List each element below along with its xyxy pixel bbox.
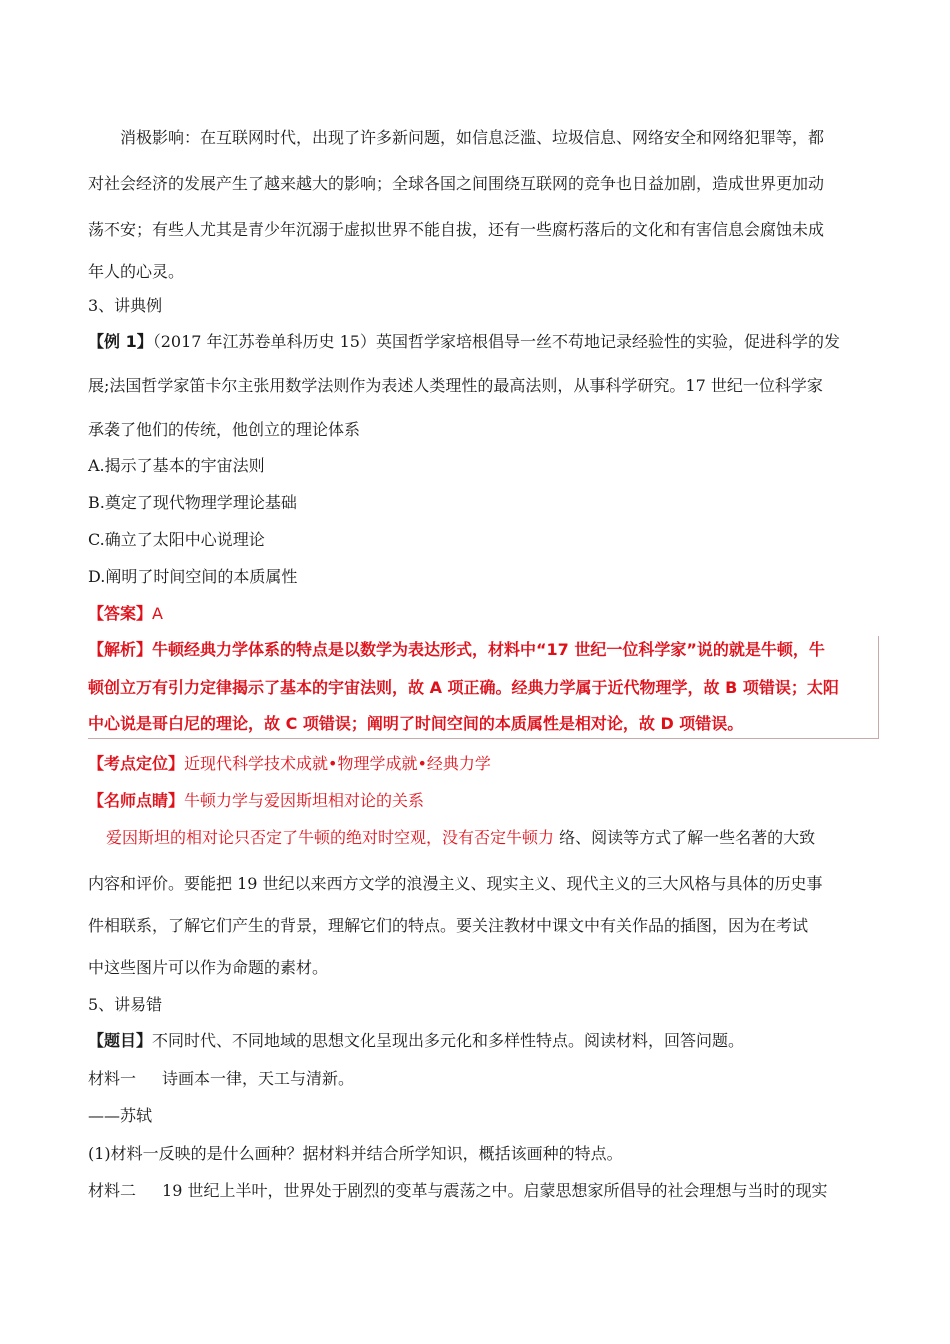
analysis-line2: 顿创立万有引力定律揭示了基本的宇宙法则，故 A 项正确。经典力学属于近代物理学，故 B 项错误；太阳 — [88, 678, 839, 697]
option-b: B.奠定了现代物理学理论基础 — [88, 493, 297, 512]
q1-line: (1)材料一反映的是什么画种？据材料并结合所学知识，概括该画种的特点。 — [88, 1144, 623, 1163]
option-a: A.揭示了基本的宇宙法则 — [88, 456, 265, 475]
section5-heading: 5、讲易错 — [88, 995, 163, 1014]
para2-line1 — [88, 828, 815, 848]
para1-line4: 年人的心灵。 — [88, 262, 185, 281]
para2-line4: 中这些图片可以作为命题的素材。 — [88, 958, 329, 977]
section3-heading: 3、讲典例 — [88, 296, 163, 315]
kaodian-value: 近现代科学技术成就•物理学成就•经典力学 — [184, 754, 491, 773]
example-line2: 展;法国哲学家笛卡尔主张用数学法则作为表述人类理性的最高法则，从事科学研究。17 世纪一位科学家 — [88, 376, 823, 395]
para1-line1: 消极影响：在互联网时代，出现了许多新问题，如信息泛滥、垃圾信息、网络安全和网络犯罪等，都 — [120, 128, 825, 147]
mingshi-line — [88, 791, 424, 811]
answer-value: A — [152, 604, 163, 623]
mingshi-value: 牛顿力学与爱因斯坦相对论的关系 — [184, 791, 425, 810]
option-d: D.阐明了时间空间的本质属性 — [88, 567, 298, 586]
answer-tag: 【答案】 — [88, 604, 153, 623]
example-line1 — [88, 332, 840, 352]
question-text: 不同时代、不同地域的思想文化呈现出多元化和多样性特点。阅读材料，回答问题。 — [152, 1031, 745, 1050]
question-line — [88, 1031, 744, 1051]
analysis-line3: 中心说是哥白尼的理论，故 C 项错误；阐明了时间空间的本质属性是相对论，故 D 项错误。 — [88, 714, 744, 733]
question-tag: 【题目】 — [88, 1031, 153, 1050]
material1-line — [88, 1069, 354, 1089]
para1-line2: 对社会经济的发展产生了越来越大的影响；全球各国之间围绕互联网的竞争也日益加剧，造成世界更加动 — [88, 174, 825, 193]
example-text-1: （2017 年江苏卷单科历史 15）英国哲学家培根倡导一丝不苟地记录经验性的实验，促进科学的发 — [152, 332, 840, 351]
para2-line2: 内容和评价。要能把 19 世纪以来西方文学的浪漫主义、现实主义、现代主义的三大风格与具体的历史事 — [88, 874, 823, 893]
material2-label: 材料二 — [88, 1181, 137, 1200]
para2-black-part: 络、阅读等方式了解一些名著的大致 — [559, 828, 816, 847]
mingshi-tag: 【名师点睛】 — [88, 791, 185, 810]
analysis-line1 — [88, 640, 825, 660]
material2-text: 19 世纪上半叶，世界处于剧烈的变革与震荡之中。启蒙思想家所倡导的社会理想与当时的现实 — [162, 1181, 828, 1200]
analysis-tag: 【解析】 — [88, 640, 153, 659]
kaodian-line — [88, 754, 491, 774]
option-c: C.确立了太阳中心说理论 — [88, 530, 265, 549]
para2-red-part: 爱因斯坦的相对论只否定了牛顿的绝对时空观，没有否定牛顿力 — [106, 828, 555, 847]
example-line3: 承袭了他们的传统，他创立的理论体系 — [88, 420, 361, 439]
answer-line — [88, 604, 163, 624]
material1-label: 材料一 — [88, 1069, 137, 1088]
para2-line3: 件相联系，了解它们产生的背景，理解它们的特点。要关注教材中课文中有关作品的插图，因为在考试 — [88, 916, 809, 935]
analysis-text-1: 牛顿经典力学体系的特点是以数学为表达形式，材料中“17 世纪一位科学家”说的就是牛顿，牛 — [152, 640, 825, 659]
material1-text: 诗画本一律，天工与清新。 — [162, 1069, 355, 1088]
material2-line — [88, 1181, 827, 1201]
kaodian-tag: 【考点定位】 — [88, 754, 185, 773]
para1-line3: 荡不安；有些人尤其是青少年沉溺于虚拟世界不能自拔，还有一些腐朽落后的文化和有害信息会腐蚀未成 — [88, 220, 825, 239]
author-line: ——苏轼 — [88, 1106, 153, 1125]
example-tag: 【例 1】 — [88, 332, 153, 351]
